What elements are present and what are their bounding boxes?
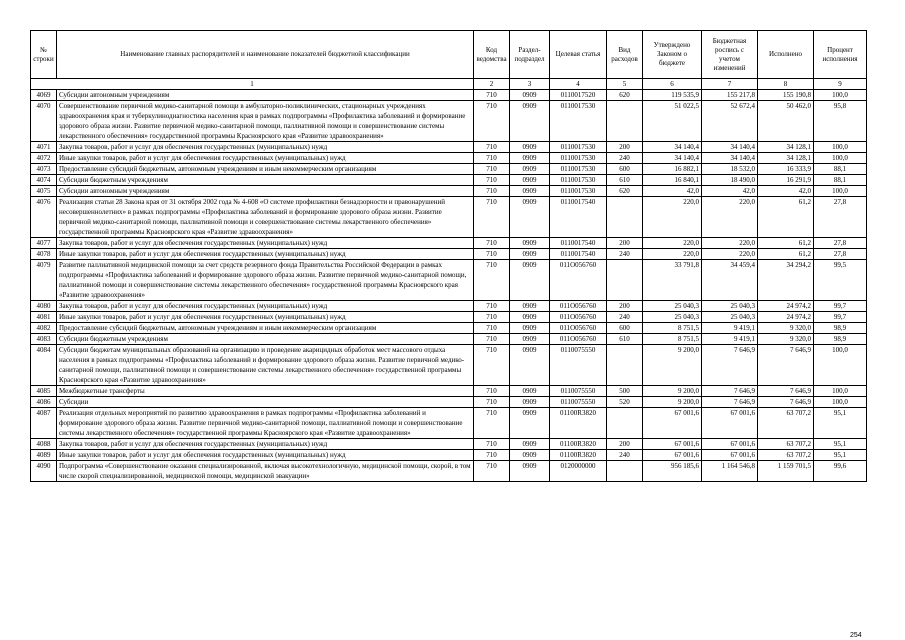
row-name: Реализация статьи 28 Закона края от 31 октября 2002 года № 4-608 «О системе профилактики безнадзорности и правонарушений несовершеннолетних» в рамках подпрограммы «Профилактика заболеваний и формирование здорового образа жизни. Развитие первичной медико-санитарной помощи, паллиативной помощи и совершенствование системы лекарственного обеспечения» государственной программы Красноярского края «Развитие здравоохранения» <box>57 197 474 238</box>
row-expense <box>607 461 643 482</box>
column-number-row <box>31 79 867 90</box>
col-code-header: Код ведомства <box>474 31 510 79</box>
row-section: 0909 <box>510 164 550 175</box>
col-num-header: № строки <box>31 31 57 79</box>
row-executed: 61,2 <box>758 238 814 249</box>
row-code: 710 <box>474 260 510 301</box>
row-expense: 620 <box>607 90 643 101</box>
row-executed: 24 974,2 <box>758 312 814 323</box>
row-executed: 34 128,1 <box>758 142 814 153</box>
row-schedule: 67 001,6 <box>702 450 758 461</box>
table-row <box>31 142 867 153</box>
row-expense: 200 <box>607 439 643 450</box>
column-number: 6 <box>643 79 702 90</box>
row-name: Закупка товаров, работ и услуг для обеспечения государственных (муниципальных) нужд <box>57 238 474 249</box>
row-percent: 99,5 <box>814 260 867 301</box>
row-name: Предоставление субсидий бюджетным, автономным учреждениям и иным некоммерческим организациям <box>57 323 474 334</box>
row-approved: 67 001,6 <box>643 439 702 450</box>
row-code: 710 <box>474 345 510 386</box>
row-number: 4082 <box>31 323 57 334</box>
table-row <box>31 312 867 323</box>
table-row <box>31 334 867 345</box>
row-percent: 27,8 <box>814 249 867 260</box>
row-name: Субсидии бюджетам муниципальных образований на организацию и проведение акарицидных обработок мест массового отдыха населения в рамках подпрограммы «Профилактика заболеваний и формирование здорового образа жизни. Развитие первичной медико-санитарной помощи, паллиативной помощи и совершенствование системы лекарственного обеспечения» государственной программы Красноярского края «Развитие здравоохранения» <box>57 345 474 386</box>
row-number: 4070 <box>31 101 57 142</box>
row-number: 4086 <box>31 397 57 408</box>
row-schedule: 220,0 <box>702 249 758 260</box>
row-target: 01100R3820 <box>550 450 607 461</box>
row-code: 710 <box>474 164 510 175</box>
row-target: 0110075550 <box>550 397 607 408</box>
row-approved: 67 001,6 <box>643 408 702 439</box>
row-percent: 27,8 <box>814 238 867 249</box>
col-section-header: Раздел-подраздел <box>510 31 550 79</box>
row-code: 710 <box>474 186 510 197</box>
table-row <box>31 175 867 186</box>
table-row <box>31 397 867 408</box>
budget-table-page <box>30 30 867 639</box>
row-expense: 240 <box>607 450 643 461</box>
row-executed: 7 646,9 <box>758 345 814 386</box>
row-executed: 50 462,0 <box>758 101 814 142</box>
row-code: 710 <box>474 461 510 482</box>
row-section: 0909 <box>510 153 550 164</box>
row-section: 0909 <box>510 312 550 323</box>
row-schedule: 42,0 <box>702 186 758 197</box>
row-schedule: 7 646,9 <box>702 386 758 397</box>
table-row <box>31 461 867 482</box>
header-row <box>31 31 867 79</box>
row-expense: 200 <box>607 301 643 312</box>
row-executed: 24 974,2 <box>758 301 814 312</box>
row-number: 4084 <box>31 345 57 386</box>
row-approved: 9 200,0 <box>643 386 702 397</box>
row-percent: 88,1 <box>814 175 867 186</box>
row-name: Развитие паллиативной медицинской помощи за счет средств резервного фонда Правительства Российской Федерации в рамках подпрограммы «Профилактика заболеваний и формирование здорового образа жизни. Развитие первичной медико-санитарной помощи, паллиативной помощи и совершенствование системы лекарственного обеспечения» государственной программы Красноярского края «Развитие здравоохранения» <box>57 260 474 301</box>
row-expense: 240 <box>607 153 643 164</box>
row-schedule: 155 217,8 <box>702 90 758 101</box>
row-number: 4079 <box>31 260 57 301</box>
row-target: 0110017520 <box>550 90 607 101</box>
row-target: 011О056760 <box>550 301 607 312</box>
table-row <box>31 153 867 164</box>
row-code: 710 <box>474 238 510 249</box>
row-schedule: 34 140,4 <box>702 142 758 153</box>
row-name: Иные закупки товаров, работ и услуг для обеспечения государственных (муниципальных) нужд <box>57 153 474 164</box>
row-approved: 25 040,3 <box>643 301 702 312</box>
row-schedule: 9 419,1 <box>702 334 758 345</box>
row-expense: 240 <box>607 249 643 260</box>
row-expense <box>607 345 643 386</box>
row-schedule: 7 646,9 <box>702 345 758 386</box>
row-target: 01100R3820 <box>550 408 607 439</box>
row-name: Субсидии автономным учреждениям <box>57 90 474 101</box>
row-target: 0110017530 <box>550 164 607 175</box>
row-percent: 95,1 <box>814 408 867 439</box>
row-executed: 63 707,2 <box>758 450 814 461</box>
row-executed: 9 320,0 <box>758 323 814 334</box>
row-schedule: 67 001,6 <box>702 408 758 439</box>
table-row <box>31 197 867 238</box>
row-target: 0110017540 <box>550 249 607 260</box>
row-expense <box>607 260 643 301</box>
column-number: 8 <box>758 79 814 90</box>
row-name: Закупка товаров, работ и услуг для обеспечения государственных (муниципальных) нужд <box>57 142 474 153</box>
row-code: 710 <box>474 397 510 408</box>
row-target: 0110017540 <box>550 238 607 249</box>
row-number: 4089 <box>31 450 57 461</box>
row-section: 0909 <box>510 450 550 461</box>
row-executed: 63 707,2 <box>758 408 814 439</box>
row-expense: 620 <box>607 186 643 197</box>
row-section: 0909 <box>510 408 550 439</box>
row-executed: 155 190,8 <box>758 90 814 101</box>
row-expense: 200 <box>607 238 643 249</box>
row-approved: 9 200,0 <box>643 345 702 386</box>
row-percent: 99,7 <box>814 301 867 312</box>
row-section: 0909 <box>510 461 550 482</box>
row-schedule: 34 140,4 <box>702 153 758 164</box>
col-target-header: Целевая статья <box>550 31 607 79</box>
table-row <box>31 439 867 450</box>
row-schedule: 9 419,1 <box>702 323 758 334</box>
column-number: 7 <box>702 79 758 90</box>
row-target: 0110017530 <box>550 153 607 164</box>
table-row <box>31 238 867 249</box>
row-target: 011О056760 <box>550 260 607 301</box>
row-percent: 100,0 <box>814 153 867 164</box>
row-percent: 95,1 <box>814 450 867 461</box>
row-target: 0110075550 <box>550 386 607 397</box>
row-section: 0909 <box>510 175 550 186</box>
row-name: Подпрограмма «Совершенствование оказания специализированной, включая высокотехнологичную, медицинской помощи, скорой, в том числе скорой специализированной, медицинской помощи, медицинской эвакуации» <box>57 461 474 482</box>
row-percent: 88,1 <box>814 164 867 175</box>
row-approved: 34 140,4 <box>643 142 702 153</box>
row-target: 0110017530 <box>550 101 607 142</box>
row-schedule: 7 646,9 <box>702 397 758 408</box>
row-approved: 220,0 <box>643 238 702 249</box>
row-percent: 98,9 <box>814 323 867 334</box>
row-executed: 16 291,9 <box>758 175 814 186</box>
row-expense: 500 <box>607 386 643 397</box>
row-executed: 7 646,9 <box>758 386 814 397</box>
row-expense: 200 <box>607 142 643 153</box>
row-section: 0909 <box>510 90 550 101</box>
row-percent: 100,0 <box>814 386 867 397</box>
table-row <box>31 301 867 312</box>
row-code: 710 <box>474 408 510 439</box>
row-code: 710 <box>474 249 510 260</box>
row-schedule: 67 001,6 <box>702 439 758 450</box>
table-row <box>31 450 867 461</box>
row-percent: 100,0 <box>814 345 867 386</box>
column-number: 4 <box>550 79 607 90</box>
table-row <box>31 186 867 197</box>
row-approved: 8 751,5 <box>643 323 702 334</box>
row-schedule: 18 490,0 <box>702 175 758 186</box>
row-number: 4077 <box>31 238 57 249</box>
row-expense <box>607 408 643 439</box>
row-expense: 600 <box>607 323 643 334</box>
row-percent: 100,0 <box>814 186 867 197</box>
row-percent: 99,6 <box>814 461 867 482</box>
row-code: 710 <box>474 323 510 334</box>
row-name: Субсидии <box>57 397 474 408</box>
row-schedule: 25 040,3 <box>702 301 758 312</box>
row-percent: 95,1 <box>814 439 867 450</box>
row-percent: 99,7 <box>814 312 867 323</box>
row-percent: 27,8 <box>814 197 867 238</box>
row-number: 4085 <box>31 386 57 397</box>
table-row <box>31 164 867 175</box>
row-target: 011О056760 <box>550 334 607 345</box>
row-code: 710 <box>474 450 510 461</box>
table-row <box>31 323 867 334</box>
row-approved: 42,0 <box>643 186 702 197</box>
row-name: Межбюджетные трансферты <box>57 386 474 397</box>
row-approved: 220,0 <box>643 249 702 260</box>
row-name: Субсидии бюджетным учреждениям <box>57 334 474 345</box>
row-number: 4087 <box>31 408 57 439</box>
row-code: 710 <box>474 301 510 312</box>
row-target: 0120000000 <box>550 461 607 482</box>
row-executed: 16 333,9 <box>758 164 814 175</box>
row-section: 0909 <box>510 301 550 312</box>
table-row <box>31 386 867 397</box>
row-schedule: 18 532,0 <box>702 164 758 175</box>
row-schedule: 25 040,3 <box>702 312 758 323</box>
row-section: 0909 <box>510 345 550 386</box>
row-target: 0110017530 <box>550 142 607 153</box>
row-expense <box>607 101 643 142</box>
row-expense: 520 <box>607 397 643 408</box>
row-percent: 100,0 <box>814 397 867 408</box>
row-number: 4078 <box>31 249 57 260</box>
column-number: 2 <box>474 79 510 90</box>
row-executed: 61,2 <box>758 249 814 260</box>
row-name: Предоставление субсидий бюджетным, автономным учреждениям и иным некоммерческим организациям <box>57 164 474 175</box>
row-executed: 42,0 <box>758 186 814 197</box>
row-name: Совершенствование первичной медико-санитарной помощи в амбулаторно-поликлинических, стационарных учреждениях здравоохранения края и туберкулинодиагностика населения края в рамках подпрограммы «Профилактика заболеваний и формирование здорового образа жизни. Развитие первичной медико-санитарной помощи, паллиативной помощи и совершенствование системы лекарственного обеспечения» государственной программы Красноярского края «Развитие здравоохранения» <box>57 101 474 142</box>
row-approved: 34 140,4 <box>643 153 702 164</box>
row-number: 4072 <box>31 153 57 164</box>
row-target: 0110075550 <box>550 345 607 386</box>
table-row <box>31 90 867 101</box>
row-percent: 100,0 <box>814 90 867 101</box>
row-approved: 16 840,1 <box>643 175 702 186</box>
row-code: 710 <box>474 197 510 238</box>
row-name: Закупка товаров, работ и услуг для обеспечения государственных (муниципальных) нужд <box>57 301 474 312</box>
row-code: 710 <box>474 90 510 101</box>
row-section: 0909 <box>510 323 550 334</box>
row-approved: 33 791,8 <box>643 260 702 301</box>
row-code: 710 <box>474 334 510 345</box>
row-number: 4076 <box>31 197 57 238</box>
row-code: 710 <box>474 386 510 397</box>
row-approved: 67 001,6 <box>643 450 702 461</box>
row-section: 0909 <box>510 238 550 249</box>
col-executed-header: Исполнено <box>758 31 814 79</box>
col-approved-header: Утверждено Законом о бюджете <box>643 31 702 79</box>
row-section: 0909 <box>510 249 550 260</box>
row-target: 01100R3820 <box>550 439 607 450</box>
row-executed: 9 320,0 <box>758 334 814 345</box>
column-number: 5 <box>607 79 643 90</box>
col-expense-header: Вид расходов <box>607 31 643 79</box>
row-number: 4080 <box>31 301 57 312</box>
column-number: 9 <box>814 79 867 90</box>
row-expense: 610 <box>607 334 643 345</box>
row-name: Иные закупки товаров, работ и услуг для обеспечения государственных (муниципальных) нужд <box>57 249 474 260</box>
row-number: 4073 <box>31 164 57 175</box>
row-section: 0909 <box>510 197 550 238</box>
table-row <box>31 249 867 260</box>
row-code: 710 <box>474 153 510 164</box>
row-approved: 25 040,3 <box>643 312 702 323</box>
row-schedule: 34 459,4 <box>702 260 758 301</box>
row-expense: 600 <box>607 164 643 175</box>
row-code: 710 <box>474 439 510 450</box>
row-executed: 63 707,2 <box>758 439 814 450</box>
row-name: Субсидии автономным учреждениям <box>57 186 474 197</box>
col-percent-header: Процент исполнения <box>814 31 867 79</box>
row-executed: 7 646,9 <box>758 397 814 408</box>
row-approved: 9 200,0 <box>643 397 702 408</box>
row-number: 4081 <box>31 312 57 323</box>
row-target: 0110017540 <box>550 197 607 238</box>
row-name: Закупка товаров, работ и услуг для обеспечения государственных (муниципальных) нужд <box>57 439 474 450</box>
col-schedule-header: Бюджетная роспись с учетом изменений <box>702 31 758 79</box>
table-row <box>31 101 867 142</box>
row-target: 0110017530 <box>550 186 607 197</box>
row-name: Иные закупки товаров, работ и услуг для обеспечения государственных (муниципальных) нужд <box>57 450 474 461</box>
row-schedule: 220,0 <box>702 238 758 249</box>
budget-table <box>30 30 867 482</box>
row-number: 4090 <box>31 461 57 482</box>
row-section: 0909 <box>510 101 550 142</box>
column-number: 1 <box>31 79 474 90</box>
row-number: 4069 <box>31 90 57 101</box>
row-executed: 34 128,1 <box>758 153 814 164</box>
row-name: Субсидии бюджетным учреждениям <box>57 175 474 186</box>
table-body <box>31 90 867 482</box>
row-number: 4075 <box>31 186 57 197</box>
row-target: 011О056760 <box>550 323 607 334</box>
page-number: 254 <box>850 632 862 639</box>
row-schedule: 220,0 <box>702 197 758 238</box>
row-executed: 1 159 701,5 <box>758 461 814 482</box>
row-section: 0909 <box>510 260 550 301</box>
row-section: 0909 <box>510 386 550 397</box>
row-schedule: 52 672,4 <box>702 101 758 142</box>
row-schedule: 1 164 546,8 <box>702 461 758 482</box>
row-target: 011О056760 <box>550 312 607 323</box>
row-code: 710 <box>474 101 510 142</box>
row-number: 4074 <box>31 175 57 186</box>
row-approved: 956 185,6 <box>643 461 702 482</box>
row-approved: 119 535,9 <box>643 90 702 101</box>
row-section: 0909 <box>510 186 550 197</box>
row-percent: 100,0 <box>814 142 867 153</box>
table-row <box>31 260 867 301</box>
row-approved: 220,0 <box>643 197 702 238</box>
row-code: 710 <box>474 142 510 153</box>
row-section: 0909 <box>510 334 550 345</box>
row-percent: 95,8 <box>814 101 867 142</box>
row-expense <box>607 197 643 238</box>
row-section: 0909 <box>510 397 550 408</box>
row-executed: 34 294,2 <box>758 260 814 301</box>
row-number: 4071 <box>31 142 57 153</box>
row-expense: 240 <box>607 312 643 323</box>
row-code: 710 <box>474 175 510 186</box>
table-row <box>31 345 867 386</box>
row-target: 0110017530 <box>550 175 607 186</box>
row-approved: 16 882,1 <box>643 164 702 175</box>
row-expense: 610 <box>607 175 643 186</box>
row-section: 0909 <box>510 142 550 153</box>
row-executed: 61,2 <box>758 197 814 238</box>
row-number: 4083 <box>31 334 57 345</box>
row-number: 4088 <box>31 439 57 450</box>
row-approved: 8 751,5 <box>643 334 702 345</box>
row-percent: 98,9 <box>814 334 867 345</box>
row-name: Иные закупки товаров, работ и услуг для обеспечения государственных (муниципальных) нужд <box>57 312 474 323</box>
row-name: Реализация отдельных мероприятий по развитию здравоохранения в рамках подпрограммы «Профилактика заболеваний и формирование здорового образа жизни. Развитие первичной медико-санитарной помощи, паллиативной помощи и совершенствование системы лекарственного обеспечения» государственной программы Красноярского края «Развитие здравоохранения» <box>57 408 474 439</box>
row-section: 0909 <box>510 439 550 450</box>
column-number: 3 <box>510 79 550 90</box>
table-row <box>31 408 867 439</box>
col-name-header: Наименование главных распорядителей и наименование показателей бюджетной классификации <box>57 31 474 79</box>
row-code: 710 <box>474 312 510 323</box>
row-approved: 51 022,5 <box>643 101 702 142</box>
